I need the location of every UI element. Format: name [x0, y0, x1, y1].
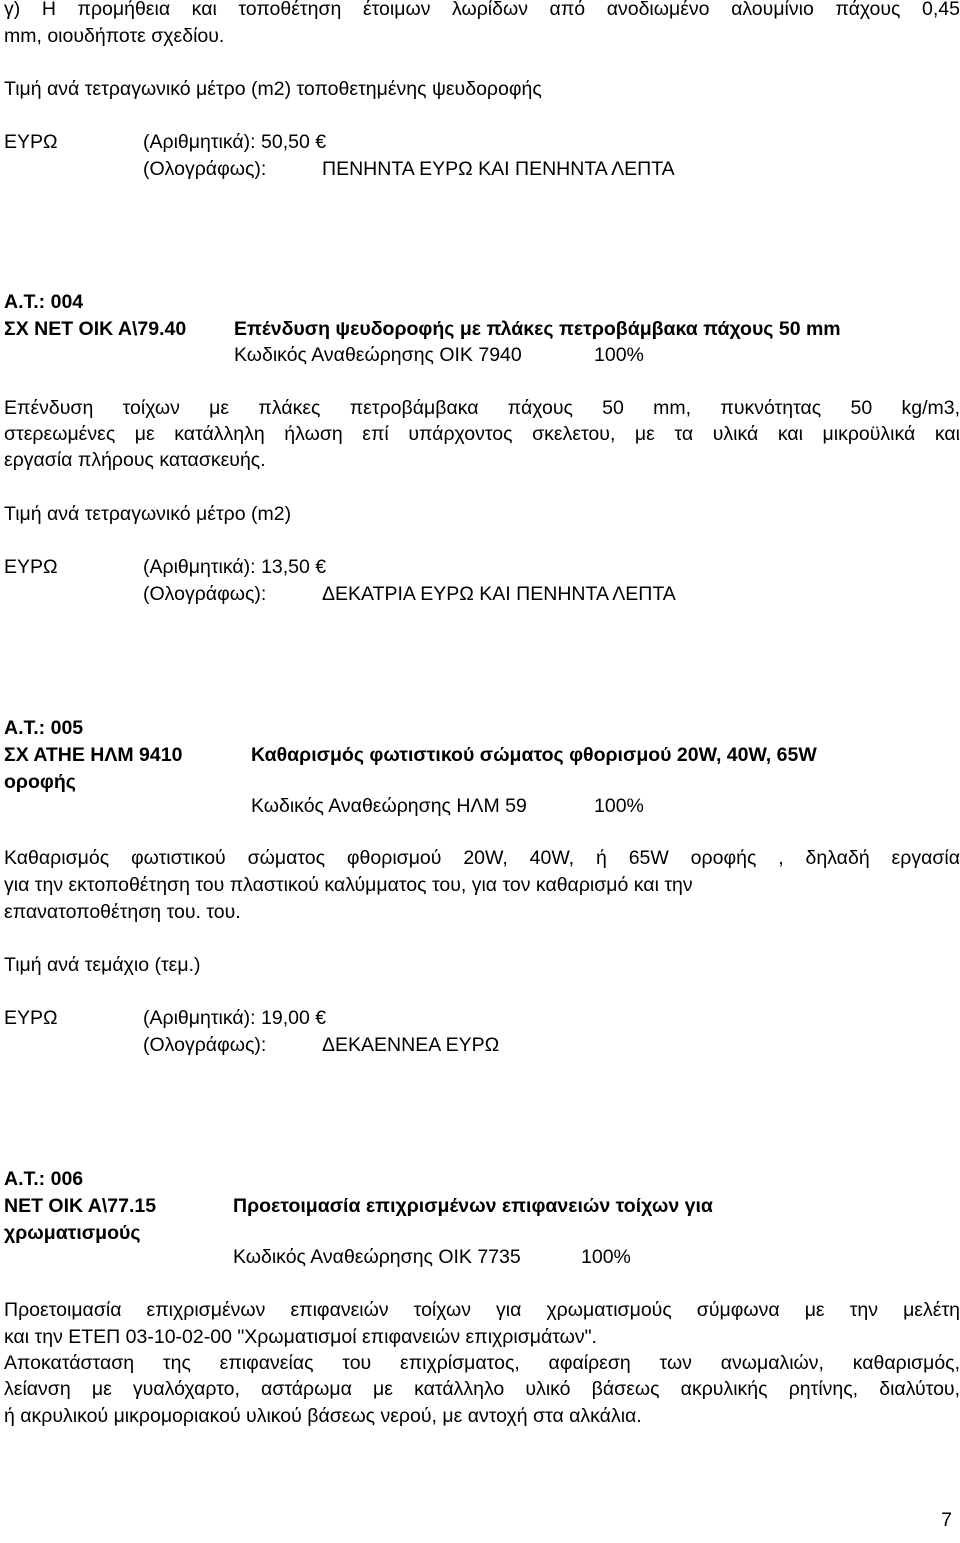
item-006-revision-percent: 100%: [581, 1246, 631, 1268]
item-006-desc-line-1: Προετοιμασία επιχρισμένων επιφανειών τοίχων για χρωματισμούς σύμφωνα με την μελέτη: [4, 1299, 960, 1321]
item-004-revision-percent: 100%: [594, 344, 644, 366]
item-005-title: Καθαρισμός φωτιστικού σώματος φθορισμού 20W, 40W, 65W: [251, 744, 817, 766]
page-number: 7: [941, 1509, 952, 1531]
item-005-at: Α.Τ.: 005: [4, 717, 84, 739]
item-004-desc-line-2: στερεωμένες με κατάλληλη ήλωση επί υπάρχοντος σκελετου, με τα υλικά και μικροϋλικά και: [4, 423, 960, 445]
intro-words-label: (Ολογράφως):: [143, 158, 267, 180]
item-004-revision-code: Κωδικός Αναθεώρησης ΟΙΚ 7940: [234, 344, 522, 366]
item-004-desc-line-3: εργασία πλήρους κατασκευής.: [4, 449, 266, 471]
item-005-desc-line-3: επανατοποθέτηση του. του.: [4, 901, 241, 923]
intro-price-words: ΠΕΝΗΝΤΑ ΕΥΡΩ ΚΑΙ ΠΕΝΗΝΤΑ ΛΕΠΤΑ: [322, 158, 675, 180]
item-006-desc-line-3: Αποκατάσταση της επιφανείας του επιχρίσματος, αφαίρεση των ανωμαλιών, καθαρισμός,: [4, 1352, 960, 1374]
intro-currency: ΕΥΡΩ: [4, 131, 58, 153]
item-005-desc-line-1: Καθαρισμός φωτιστικού σώματος φθορισμού 20W, 40W, ή 65W οροφής , δηλαδή εργασία: [4, 847, 960, 869]
item-006-desc-line-2: και την ΕΤΕΠ 03-10-02-00 "Χρωματισμοί επιφανειών επιχρισμάτων".: [4, 1326, 597, 1348]
item-004-price-unit: Τιμή ανά τετραγωνικό μέτρο (m2): [4, 503, 292, 525]
intro-price-numeric: (Αριθμητικά): 50,50 €: [143, 131, 327, 153]
item-006-code-continuation: χρωματισμούς: [4, 1222, 141, 1244]
item-004-words-label: (Ολογράφως):: [143, 583, 267, 605]
item-006-title: Προετοιμασία επιχρισμένων επιφανειών τοίχων για: [233, 1195, 713, 1217]
item-006-code: ΝΕΤ ΟΙΚ Α\77.15: [4, 1195, 157, 1217]
item-004-desc-line-1: Επένδυση τοίχων με πλάκες πετροβάμβακα πάχους 50 mm, πυκνότητας 50 kg/m3,: [4, 397, 960, 419]
item-005-price-words: ΔΕΚΑΕΝΝΕΑ ΕΥΡΩ: [322, 1034, 500, 1056]
item-005-currency: ΕΥΡΩ: [4, 1007, 58, 1029]
intro-line-2: mm, οιουδήποτε σχεδίου.: [4, 25, 225, 47]
item-005-price-numeric: (Αριθμητικά): 19,00 €: [143, 1007, 327, 1029]
item-005-words-label: (Ολογράφως):: [143, 1034, 267, 1056]
item-004-price-numeric: (Αριθμητικά): 13,50 €: [143, 556, 327, 578]
item-004-code: ΣΧ ΝΕΤ ΟΙΚ Α\79.40: [4, 318, 187, 340]
item-006-desc-line-4: λείανση με γυαλόχαρτο, αστάρωμα με κατάλληλο υλικό βάσεως ακρυλικής ρητίνης, διαλύτου,: [4, 1378, 960, 1400]
item-004-title: Επένδυση ψευδοροφής με πλάκες πετροβάμβακα πάχους 50 mm: [234, 318, 841, 340]
item-004-price-words: ΔΕΚΑΤΡΙΑ ΕΥΡΩ ΚΑΙ ΠΕΝΗΝΤΑ ΛΕΠΤΑ: [322, 583, 676, 605]
item-005-price-unit: Τιμή ανά τεμάχιο (τεμ.): [4, 954, 201, 976]
item-005-desc-line-2: για την εκτοποθέτηση του πλαστικού καλύμματος του, για τον καθαρισμό και την: [4, 874, 693, 896]
item-005-revision-code: Κωδικός Αναθεώρησης ΗΛΜ 59: [251, 795, 527, 817]
intro-price-unit: Τιμή ανά τετραγωνικό μέτρο (m2) τοποθετημένης ψευδοροφής: [4, 78, 542, 100]
item-005-code: ΣΧ ΑΤΗΕ ΗΛΜ 9410: [4, 744, 183, 766]
item-005-revision-percent: 100%: [594, 795, 644, 817]
intro-line-1: γ) Η προμήθεια και τοποθέτηση έτοιμων λωρίδων από ανοδιωμένο αλουμίνιο πάχους 0,45: [4, 0, 960, 20]
item-005-code-continuation: οροφής: [4, 771, 76, 793]
item-006-desc-line-5: ή ακρυλικού μικρομοριακού υλικού βάσεως νερού, με αντοχή στα αλκάλια.: [4, 1405, 642, 1427]
item-004-at: Α.Τ.: 004: [4, 291, 84, 313]
item-006-revision-code: Κωδικός Αναθεώρησης ΟΙΚ 7735: [233, 1246, 521, 1268]
item-004-currency: ΕΥΡΩ: [4, 556, 58, 578]
item-006-at: Α.Τ.: 006: [4, 1168, 84, 1190]
